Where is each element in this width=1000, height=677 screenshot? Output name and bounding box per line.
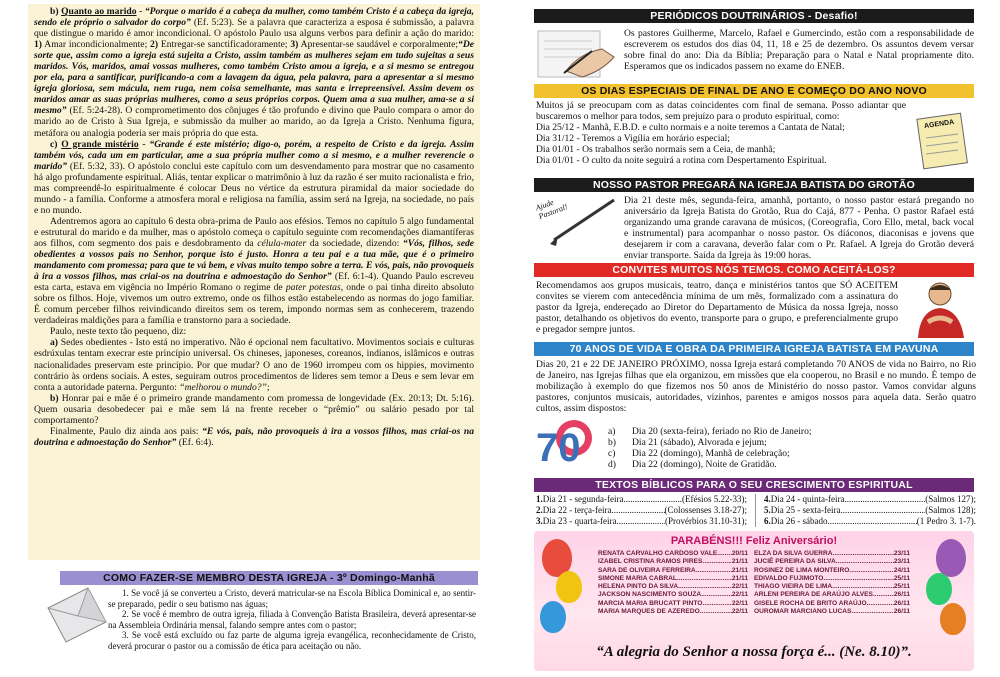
birthday-panel [534, 531, 974, 671]
periodicos-heading: PERIÓDICOS DOUTRINÁRIOS - Desafio! [534, 9, 974, 23]
anos-text: Dias 20, 21 e 22 DE JANEIRO PRÓXIMO, nossa Igreja estará completando 70 ANOS de vida no Bairro, no Rio de Janeiro, nas Igrejas filhas que ela organizou, em missões que ela cooperou, no Brasil e no mundo. É tempo de mobilização à exemplo do que fizemos nos 50 anos de Ministério do nosso pastor. Vamos convidar alguns pastores, conjuntos musicais, autoridades, vizinhos, parentes e amigos nossos para aquela data. Serão quatro cultos, assim dispostos: [536, 359, 976, 414]
textos-table [536, 494, 976, 527]
periodicos-text: Os pastores Guilherme, Marcelo, Rafael e Gumercindo, estão com a responsabilidade de escreverem os estudos dos dias 04, 11, 18 e 25 de dezembro. Os assuntos devem versar sobre final do ano: Dia da Bíblia; Preparação para o Natal e Natal propriamente dito. Esperamos que os indicados passem no exame do ENEB. [624, 28, 974, 72]
birthday-row: OUROMAR MARCIANO LUCAS ..... 26/11 [754, 608, 910, 616]
logo-70: 70 [536, 426, 581, 470]
paragraph-mystery: c) O grande mistério - “Grande é este mistério; digo-o, porém, a respeito de Cristo e da igreja. Assim também vós, cada um em particular, ame a sua própria mulher como a si mesmo, e a mulher reverencie o marido” (Ef. 5:32, 33). O apóstolo conclui este capítulo com um desvendamento para mostrar que no casamento há algo profundamente espiritual. Aliás, tentar explicar o matrimônio à luz da razão é ser muito racionalista e frio, mas compreendê-lo espiritualmente é colocar Deus no vértice da estrutura piramidal da maior sociedade do mundo - a família. Conforme a atmosfera moral e religiosa na família, assim será na Igreja, na sociedade, no país e no mundo. [34, 138, 475, 216]
balloon-icon [540, 601, 566, 633]
paragraph-husband: b) Quanto ao marido - “Porque o marido é a cabeça da mulher, como também Cristo é a cabeça da igreja, sendo ele próprio o salvador do corpo” (Ef. 5:23). Se a palavra que caracteriza a esposa é submissão, a palavra que distingue o marido é amor incondicional. O apóstolo Paulo usa alguns verbos para definir a ação do marido: 1) Amar incondicionalmente; 2) Entregar-se sanctificadoramente; 3) Apresentar-se saudável e corporalmente;“De sorte que, assim como a igreja está sujeita a Cristo, assim também as mulheres sejam em tudo sujeitas a seus maridos. Vós, maridos, amai vossas mulheres, como também Cristo amou a igreja, e a si mesmo se entregou por ela, para a santificar, purificando-a com a lavagem da água, pela palavra, para a apresentar a si mesmo igreja gloriosa, sem mácula, nem ruga, nem coisa semelhante, mas santa e irrepreensível. Assim devem os maridos amar as suas próprias mulheres, como a seus próprios corpos. Quem ama a sua mulher, ama-se a si mesmo” (Ef. 5:24-28). O comprometimento dos cônjuges é tão profundo e divino que Paulo compara o amor do marido ao de Cristo à Sua Igreja, e submissão da mulher ao marido, ao da Igreja a Cristo. Nenhuma figura, metáfora ou analogia poderia ser mais própria do que esta. [34, 6, 474, 139]
dias-line: Dia 31/12 - Teremos a Vigília em horário especial; [536, 133, 730, 144]
schedule-item: c) Dia 22 (domingo), Manhã de celebração; [608, 448, 790, 459]
schedule-item: a) Dia 20 (sexta-feira), feriado no Rio de Janeiro; [608, 426, 812, 437]
birthday-row: RENATA CARVALHO CARDOSO VALE ..... 20/11 [598, 550, 748, 558]
birthday-row: JUCIÊ PEREIRA DA SILVA ..... 23/11 [754, 558, 910, 566]
birthday-col-right [754, 550, 910, 616]
article-body [34, 6, 474, 448]
membership-heading: COMO FAZER-SE MEMBRO DESTA IGREJA - 3º Domingo-Manhã [60, 571, 478, 585]
birthday-list [598, 550, 910, 616]
birthday-row: MARIA MARQUES DE AZEREDO ..... 22/11 [598, 608, 748, 616]
envelope-icon [44, 586, 110, 644]
textos-heading: TEXTOS BÍBLICOS PARA O SEU CRESCIMENTO ESPIRITUAL [534, 478, 974, 492]
dias-especiais-heading: OS DIAS ESPECIAIS DE FINAL DE ANO E COMEÇO DO ANO NOVO [534, 84, 974, 98]
membership-steps [108, 588, 476, 652]
textos-row: 3. Dia 23 - quarta-feira ..... (Provérbios 31.10-31); [536, 516, 747, 527]
birthday-row: SARA DE OLIVEIRA FERREIRA ..... 21/11 [598, 567, 748, 575]
birthday-row: JACKSON NASCIMENTO SOUZA ..... 22/11 [598, 591, 748, 599]
birthday-row: MARCIA MARIA BRUCATT PINTO ..... 22/11 [598, 600, 748, 608]
textos-row: 5. Dia 25 - sexta-feira ..... (Salmos 128); [764, 505, 976, 516]
agenda-icon [914, 110, 972, 170]
pen-illustration [536, 194, 620, 258]
textos-row: 6. Dia 26 - sábado ..... (1 Pedro 3. 1-7). [764, 516, 976, 527]
paragraph-paulo: Paulo, neste texto tão pequeno, diz: [50, 326, 187, 338]
anos-schedule [608, 426, 858, 470]
dias-intro: Muitos já se preocupam com as datas coincidentes com final de semana. Posso adiantar que buscaremos o melhor para todos, sem prejuízo para o produto espiritual, como: [536, 100, 906, 122]
convites-heading: CONVITES MUITOS NÓS TEMOS. COMO ACEITÁ-LOS? [534, 263, 974, 277]
anos-heading: 70 ANOS DE VIDA E OBRA DA PRIMEIRA IGREJA BATISTA EM PAVUNA [534, 342, 974, 356]
textos-row: 2. Dia 22 - terça-feira ..... (Colossenses 3.18-27); [536, 505, 747, 516]
convites-text: Recomendamos aos grupos musicais, teatro, dança e ministérios tantos que SÓ ACEITEM convites se vierem com antecedência mínima de um mês, formalizado com a assinatura do pastor da Igreja, endereçado ao Diretor do Departamento de Música da nossa Igreja, nosso pastor, detalhando os objetivos do evento, transporte para o grupo, e preferencialmente grupo e pregador sempre juntos. [536, 280, 898, 335]
anniversary-logo [536, 412, 600, 474]
balloon-icon [940, 603, 966, 635]
paragraph-chapter6: Adentremos agora ao capítulo 6 desta obra-prima de Paulo aos efésios. Temos no capítulo 5 algo fundamental e estrutural do marido e da mulher, mas o apóstolo começa o capítulo seguinte com recomendações diamantíferas aos filhos, com segmento dos pais e desdobramento da célula-mater da sociedade, dizendo: “Vós, filhos, sede obedientes a vossos pais no Senhor, porque isto é justo. Honra a teu pai e a tua mãe, que é o primeiro mandamento com promessa; para que te vá bem, e vivas muito tempo sobre a terra. E vós, pais, não provoqueis à ira a vossos filhos, mas criai-os na doutrina e admoestação do Senhor” (Ef. 6:1-4). Quando Paulo escreveu esta carta, estava em vigência no Império Romano o regime de pater potestas, onde o pai tinha direito absoluto sobre os filhos. Hoje, vivemos um outro extremo, onde os filhos estão estabelecendo as normas do jogo familiar. É comum perceber filhos reivindicando direitos sem os terem, impondo normas sem as conhecerem, trazendo verdadeiras maldições para a família e transtorno para a sociedade. [34, 215, 475, 327]
agenda-label: AGENDA [923, 118, 955, 131]
membership-step-1: 1. Se você já se converteu a Cristo, deverá matricular-se na Escola Bíblica Dominical e, ao sentir-se preparado, pedir o seu batismo nas águas; [108, 588, 476, 609]
paragraph-honrar: b) Honrar pai e mãe é o primeiro grande mandamento com promessa de longevidade (Ex. 20:13; Dt. 5:16). Quem ousaria desobedecer pai e mãe sem lá na frente receber o “prêmio” ou salário pesado por tal comportamento? [34, 392, 474, 426]
balloon-icon [926, 573, 952, 605]
ajude-label: Ajude Pastoral! [534, 197, 569, 221]
thinking-man-icon [908, 278, 972, 340]
textos-row: 1. Dia 21 - segunda-feira ..... (Efésios 5.22-33); [536, 494, 747, 505]
pastor-text: Dia 21 deste mês, segunda-feira, amanhã, portanto, o nosso pastor estará pregando no aniversário da Igreja Batista do Grotão, Rua do Cajá, 877 - Penha. O pastor Rafael está organizando uma grande caravana de músicos, (Coreografia, Coro Ello, metal, back vocal e instrumental) para acompanhar o nosso pastor. Os diáconos, diaconisas e jovens que desejarem ir com a caravana, deverão falar com o Pr. Rafael. A Igreja do Grotão deverá enviar transporte. Saída da Igreja às 19:00 horas. [624, 195, 974, 261]
schedule-item: b) Dia 21 (sábado), Alvorada e jejum; [608, 437, 767, 448]
paragraph-obedientes: a) Sedes obedientes - Isto está no imperativo. Não é opcional nem facultativo. Movimentos sociais e culturas esdrúxulas tentam execrar este princípio universal. Os chineses, japoneses, coreanos, indianos, islâmicos e outras nacionalidades preservam este princípio. Por que mudar? O ano de 1960 irrompeu com os hippies, movimento contrário às ordens sociais. A estes, seguiram outros procedimentos de líderes sem temor a Deus e sem levar em conta a autoridade paterna. Pergunto: “melhorou o mundo?”; [34, 337, 474, 393]
pastor-heading: NOSSO PASTOR PREGARÁ NA IGREJA BATISTA DO GROTÃO [534, 178, 974, 192]
dias-line: Dia 01/01 - Os trabalhos serão normais sem a Ceia, de manhã; [536, 144, 776, 155]
right-page [500, 0, 1000, 677]
paragraph-finalmente: Finalmente, Paulo diz ainda aos pais: “E vós, pais, não provoqueis à ira a vossos filhos, mas criai-os na doutrina e admoestação do Senhor” (Ef. 6:4). [34, 425, 474, 448]
membership-step-3: 3. Se você está excluído ou faz parte de alguma igreja evangélica, reconhecidamente de Cristo, deverá procurar o pastor ou a comissão de ética para aceitação ou não. [108, 630, 476, 651]
birthday-col-left [598, 550, 754, 616]
birthday-title: PARABÉNS!!! Feliz Aniversário! [670, 535, 838, 547]
balloon-icon [556, 571, 582, 603]
birthday-row: IZABEL CRISTINA RAMOS PIRES ..... 21/11 [598, 558, 748, 566]
textos-col-right [756, 494, 976, 527]
dias-especiais-text [536, 100, 906, 166]
membership-step-2: 2. Se você é membro de outra igreja, filiada à Convenção Batista Brasileira, deverá apresentar-se na Assembleia Ordinária mensal, falando sempre antes com o pastor; [108, 609, 476, 630]
dias-line: Dia 01/01 - O culto da noite seguirá a rotina com Despertamento Espiritual. [536, 155, 827, 166]
textos-col-left [536, 494, 756, 527]
writing-hand-icon [536, 27, 618, 81]
birthday-verse: “A alegria do Senhor a nossa força é... (Ne. 8.10)”. [596, 644, 912, 660]
birthday-row: THIAGO VIEIRA DE LIMA ..... 25/11 [754, 583, 910, 591]
birthday-row: EDIVALDO FUJIMOTO ..... 25/11 [754, 575, 910, 583]
birthday-row: GISELE ROCHA DE BRITO ARAÚJO ..... 26/11 [754, 600, 910, 608]
birthday-row: ROSINEZ DE LIMA MONTEIRO ..... 24/11 [754, 567, 910, 575]
dias-line: Dia 25/12 - Manhã, E.B.D. e culto normais e a noite teremos a Cantata de Natal; [536, 122, 845, 133]
birthday-row: HELENA PINTO DA SILVA ..... 22/11 [598, 583, 748, 591]
birthday-row: SIMONE MARIA CABRAL ..... 21/11 [598, 575, 748, 583]
textos-row: 4. Dia 24 - quinta-feira ..... (Salmos 127); [764, 494, 976, 505]
birthday-row: ELZA DA SILVA GUERRA ..... 23/11 [754, 550, 910, 558]
schedule-item: d) Dia 22 (domingo), Noite de Gratidão. [608, 459, 777, 470]
birthday-row: ARLENI PEREIRA DE ARAÚJO ALVES ..... 26/11 [754, 591, 910, 599]
